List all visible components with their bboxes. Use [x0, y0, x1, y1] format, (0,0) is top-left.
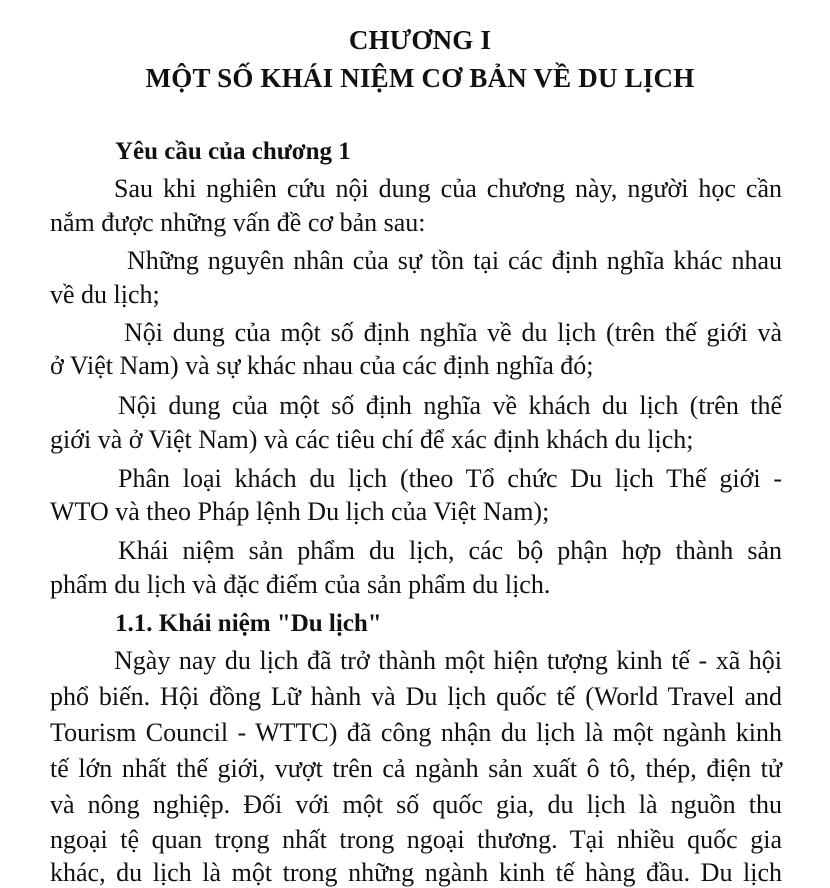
paragraph-line: khác, du lịch là một trong những ngành kinh tế hàng đầu. Du lịch [50, 858, 782, 887]
requirement-item-line: ở Việt Nam) và sự khác nhau của các định nghĩa đó; [50, 351, 594, 380]
paragraph-line: tế lớn nhất thế giới, vượt trên cả ngành sản xuất ô tô, thép, điện tử [50, 754, 782, 783]
requirements-heading: Yêu cầu của chương 1 [115, 138, 351, 165]
paragraph-line: Sau khi nghiên cứu nội dung của chương này, người học cần [114, 174, 782, 203]
requirement-item-line: Khái niệm sản phẩm du lịch, các bộ phận hợp thành sản [118, 536, 782, 565]
section-heading: 1.1. Khái niệm "Du lịch" [115, 610, 382, 637]
requirement-item-line: Nội dung của một số định nghĩa về du lịch (trên thế giới và [124, 318, 782, 347]
chapter-number: CHƯƠNG I [348, 25, 492, 55]
requirement-item-line: phẩm du lịch và đặc điểm của sản phẩm du lịch. [50, 570, 551, 599]
requirement-item-line: về du lịch; [50, 280, 160, 309]
paragraph-line: và nông nghiệp. Đối với một số quốc gia, du lịch là nguồn thu [50, 790, 782, 819]
requirement-item-line: WTO và theo Pháp lệnh Du lịch của Việt Nam); [50, 497, 550, 526]
requirement-item-line: Phân loại khách du lịch (theo Tổ chức Du lịch Thế giới - [118, 464, 782, 493]
requirement-item-line: Những nguyên nhân của sự tồn tại các định nghĩa khác nhau [127, 246, 782, 275]
paragraph-line: Ngày nay du lịch đã trở thành một hiện tượng kinh tế - xã hội [114, 646, 782, 675]
chapter-title: MỘT SỐ KHÁI NIỆM CƠ BẢN VỀ DU LỊCH [145, 63, 695, 93]
paragraph-line: ngoại tệ quan trọng nhất trong ngoại thương. Tại nhiều quốc gia [50, 825, 782, 854]
requirement-item-line: Nội dung của một số định nghĩa về khách du lịch (trên thế [118, 391, 782, 420]
paragraph-line: nắm được những vấn đề cơ bản sau: [50, 208, 426, 237]
paragraph-line: Tourism Council - WTTC) đã công nhận du lịch là một ngành kinh [50, 718, 782, 747]
requirement-item-line: giới và ở Việt Nam) và các tiêu chí để xác định khách du lịch; [50, 425, 694, 454]
paragraph-line: phổ biến. Hội đồng Lữ hành và Du lịch quốc tế (World Travel and [50, 682, 782, 711]
